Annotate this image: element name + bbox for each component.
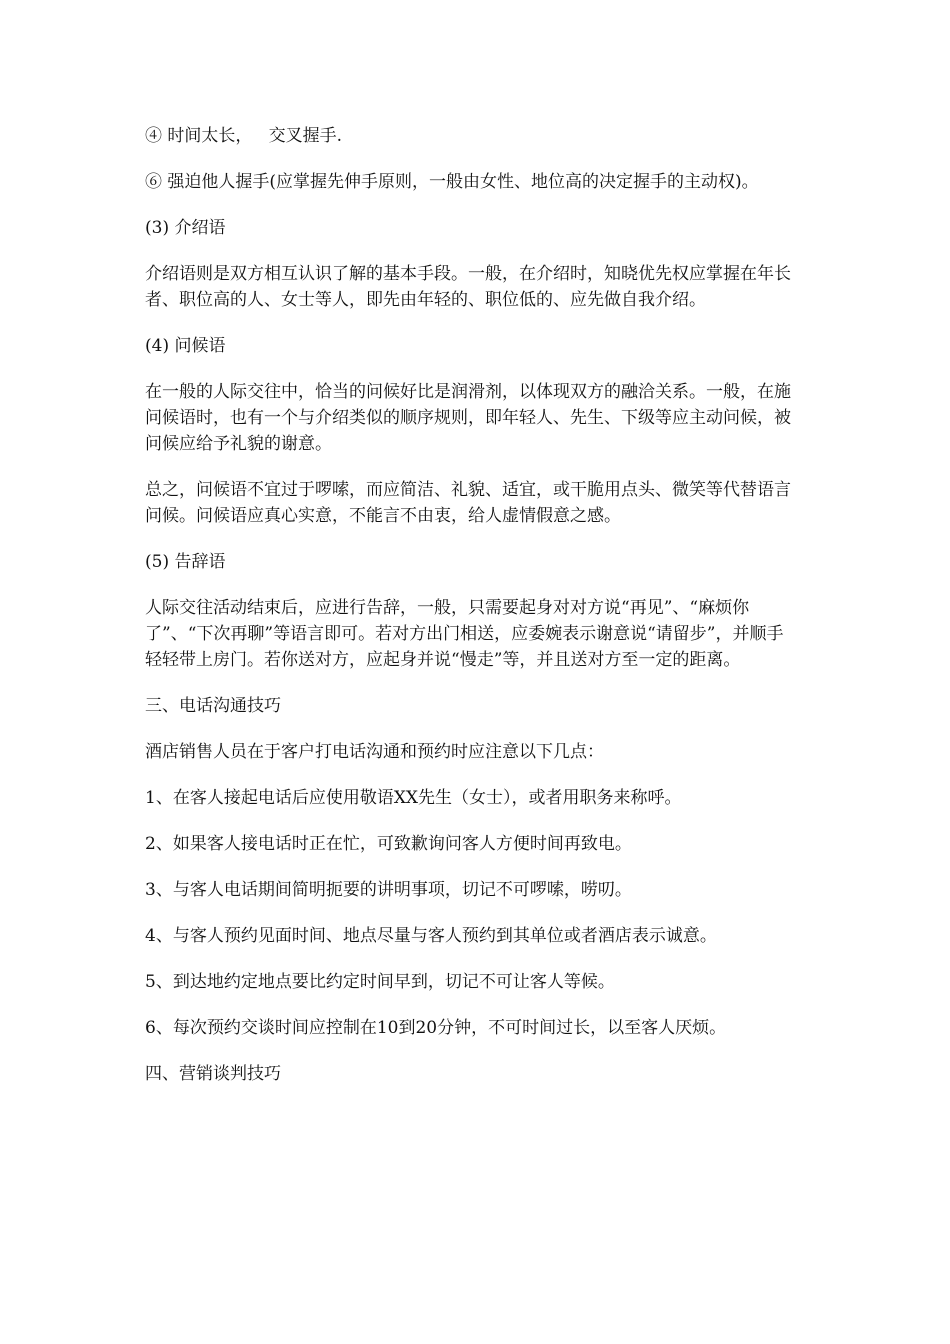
list-item-phone-5: 5、到达地约定地点要比约定时间早到，切记不可让客人等候。 — [145, 972, 615, 992]
section-heading-introduction: (3) 介绍语 — [145, 218, 226, 238]
section-heading-negotiation: 四、营销谈判技巧 — [145, 1064, 281, 1084]
list-item-time-too-long: ④ 时间太长， 交叉握手. — [145, 126, 343, 146]
list-item-forced-handshake: ⑥ 强迫他人握手(应掌握先伸手原则，一般由女性、地位高的决定握手的主动权)。 — [145, 172, 759, 192]
document-body — [145, 123, 800, 1107]
list-item-phone-6: 6、每次预约交谈时间应控制在10到20分钟，不可时间过长，以至客人厌烦。 — [145, 1018, 727, 1038]
section-heading-phone-skills: 三、电话沟通技巧 — [145, 696, 281, 716]
paragraph-greeting: 在一般的人际交往中，恰当的问候好比是润滑剂，以体现双方的融洽关系。一般，在施问候语时，也有一个与介绍类似的顺序规则，即年轻人、先生、下级等应主动问候，被问候应给予礼貌的谢意。 — [145, 382, 791, 454]
section-heading-greeting: (4) 问候语 — [145, 336, 226, 356]
list-item-phone-4: 4、与客人预约见面时间、地点尽量与客人预约到其单位或者酒店表示诚意。 — [145, 926, 717, 946]
list-item-phone-2: 2、如果客人接电话时正在忙，可致歉询问客人方便时间再致电。 — [145, 834, 632, 854]
section-heading-farewell: (5) 告辞语 — [145, 552, 226, 572]
paragraph-phone-intro: 酒店销售人员在于客户打电话沟通和预约时应注意以下几点： — [145, 742, 604, 762]
list-item-phone-1: 1、在客人接起电话后应使用敬语XX先生（女士），或者用职务来称呼。 — [145, 788, 682, 808]
paragraph-farewell: 人际交往活动结束后，应进行告辞，一般，只需要起身对对方说“再见”、“麻烦你了”、“下次再聊”等语言即可。若对方出门相送，应委婉表示谢意说“请留步”，并顺手轻轻带上房门。若你送对方，应起身并说“慢走”等，并且送对方至一定的距离。 — [145, 598, 784, 670]
paragraph-greeting-summary: 总之，问候语不宜过于啰嗦，而应简洁、礼貌、适宜，或干脆用点头、微笑等代替语言问候。问候语应真心实意，不能言不由衷，给人虚情假意之感。 — [145, 480, 791, 526]
list-item-phone-3: 3、与客人电话期间简明扼要的讲明事项，切记不可啰嗦，唠叨。 — [145, 880, 632, 900]
paragraph-introduction: 介绍语则是双方相互认识了解的基本手段。一般，在介绍时，知晓优先权应掌握在年长者、职位高的人、女士等人，即先由年轻的、职位低的、应先做自我介绍。 — [145, 264, 791, 310]
